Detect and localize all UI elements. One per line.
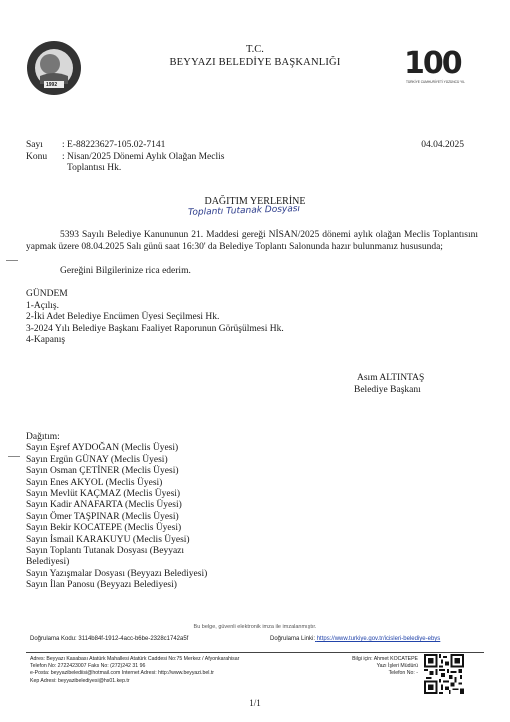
agenda-item: 1-Açılış.	[26, 300, 59, 311]
margin-mark	[8, 456, 20, 457]
footer-info-line: Telefon No: -	[388, 670, 418, 677]
list-item: Sayın Toplantı Tutanak Dosyası (Beyyazı	[26, 546, 185, 557]
footer-divider	[26, 652, 484, 653]
footer-info	[332, 656, 418, 678]
seal-year: 1992	[46, 82, 58, 88]
list-item: Sayın Eşref AYDOĞAN (Meclis Üyesi)	[26, 443, 179, 454]
list-item: Sayın Ergün GÜNAY (Meclis Üyesi)	[26, 454, 168, 465]
verification-link-url[interactable]: https://www.turkiye.gov.tr/icisleri-belediye-ebys	[316, 636, 441, 642]
list-item: Sayın İsmail KARAKUYU (Meclis Üyesi)	[26, 534, 190, 545]
signer-title: Belediye Başkanı	[354, 384, 421, 395]
verification-code-label: Doğrulama Kodu:	[30, 636, 77, 642]
sayi-value: : E-88223627-105.02-7141	[62, 140, 166, 150]
agenda-item: 2-İki Adet Belediye Encümen Üyesi Seçilmesi Hk.	[26, 312, 220, 322]
list-item: Sayın Kadir ANAFARTA (Meclis Üyesi)	[26, 500, 182, 511]
footer-info-line: Bilgi için: Ahmet KOCATEPE	[352, 656, 418, 662]
footer-info-line: Yazı İşleri Müdürü	[376, 663, 418, 670]
verification-link-label: Doğrulama Linki:	[270, 636, 316, 642]
agenda-item: 4-Kapanış	[26, 335, 66, 345]
konu-value-cont: Toplantısı Hk.	[67, 163, 122, 173]
body-paragraph: 5393 Sayılı Belediye Kanununun 21. Maddesi gereği NİSAN/2025 dönemi aylık olağan Meclis Toplantısını yapmak üzere 08.04.2025 Salı günü saat 16:30' da Belediye Toplantı Salonunda hazır bulunmanız hususunda;	[26, 230, 478, 252]
margin-mark	[6, 260, 18, 261]
qr-code-icon	[424, 654, 464, 694]
header-organization: BEYYAZI BELEDİYE BAŞKANLIĞI	[169, 57, 341, 68]
agenda-item: 3-2024 Yılı Belediye Başkanı Faaliyet Raporunun Görüşülmesi Hk.	[26, 323, 284, 334]
document-meta	[26, 140, 224, 175]
centennial-number: 100	[404, 46, 461, 81]
footer-line: Adres: Beyyazı Kasabası Atatürk Mahallesi Atatürk Caddesi No:75 Merkez / Afyonkarahisar	[30, 656, 240, 662]
verification-link[interactable]	[270, 636, 440, 642]
verification-row	[30, 636, 500, 642]
verification-code: 3114b84f-1912-4acc-b6be-2328c1742a5f	[78, 636, 189, 642]
document-date: 04.04.2025	[421, 140, 464, 150]
agenda	[26, 289, 284, 347]
list-item: Sayın Mevlüt KAÇMAZ (Meclis Üyesi)	[26, 489, 181, 500]
page-number: 1/1	[249, 698, 261, 708]
footer-line: Kep Adresi: beyyazibelediyesi@hs01.kep.tr	[30, 677, 130, 684]
handwritten-note: Toplantı Tutanak Dosyası	[187, 204, 301, 218]
footer-line: e-Posta: beyyazibelediisi@hotmail.com Internet Adresi: http://www.beyyazi.bel.tr	[30, 670, 215, 677]
body-closing: Gereğini Bilgilerinize rica ederim.	[60, 266, 191, 276]
header-tc: T.C.	[246, 44, 264, 55]
footer-line: Telefon No: 2722423007 Faks No: (272)242 31 96	[30, 663, 146, 670]
list-item: Sayın Enes AKYOL (Meclis Üyesi)	[26, 477, 163, 488]
list-item: Belediyesi)	[26, 557, 70, 568]
distribution-title: Dağıtım:	[26, 432, 60, 442]
centennial-logo	[404, 46, 470, 86]
konu-value: : Nisan/2025 Dönemi Aylık Olağan Meclis	[62, 151, 225, 162]
list-item: Sayın Yazışmalar Dosyası (Beyyazı Belediyesi)	[26, 568, 208, 579]
agenda-title: GÜNDEM	[26, 289, 68, 299]
e-signature-note: Bu belge, güvenli elektronik imza ile imzalanmıştır.	[193, 624, 317, 630]
list-item: Sayın Ömer TAŞPINAR (Meclis Üyesi)	[26, 511, 179, 522]
list-item: Sayın İlan Panosu (Beyyazı Belediyesi)	[26, 580, 177, 591]
distribution-heading: DAĞITIM YERLERİNE	[204, 196, 306, 207]
list-item: Sayın Osman ÇETİNER (Meclis Üyesi)	[26, 466, 179, 477]
konu-label: Konu	[26, 151, 48, 162]
sayi-label: Sayı	[26, 140, 43, 150]
list-item: Sayın Bekir KOCATEPE (Meclis Üyesi)	[26, 523, 182, 534]
distribution-list	[26, 432, 286, 592]
signer-name: Asım ALTINTAŞ	[357, 373, 425, 383]
signature-block	[354, 373, 424, 396]
centennial-caption: TÜRKİYE CUMHURİYETİ YÜZÜNCÜ YIL	[406, 80, 465, 84]
